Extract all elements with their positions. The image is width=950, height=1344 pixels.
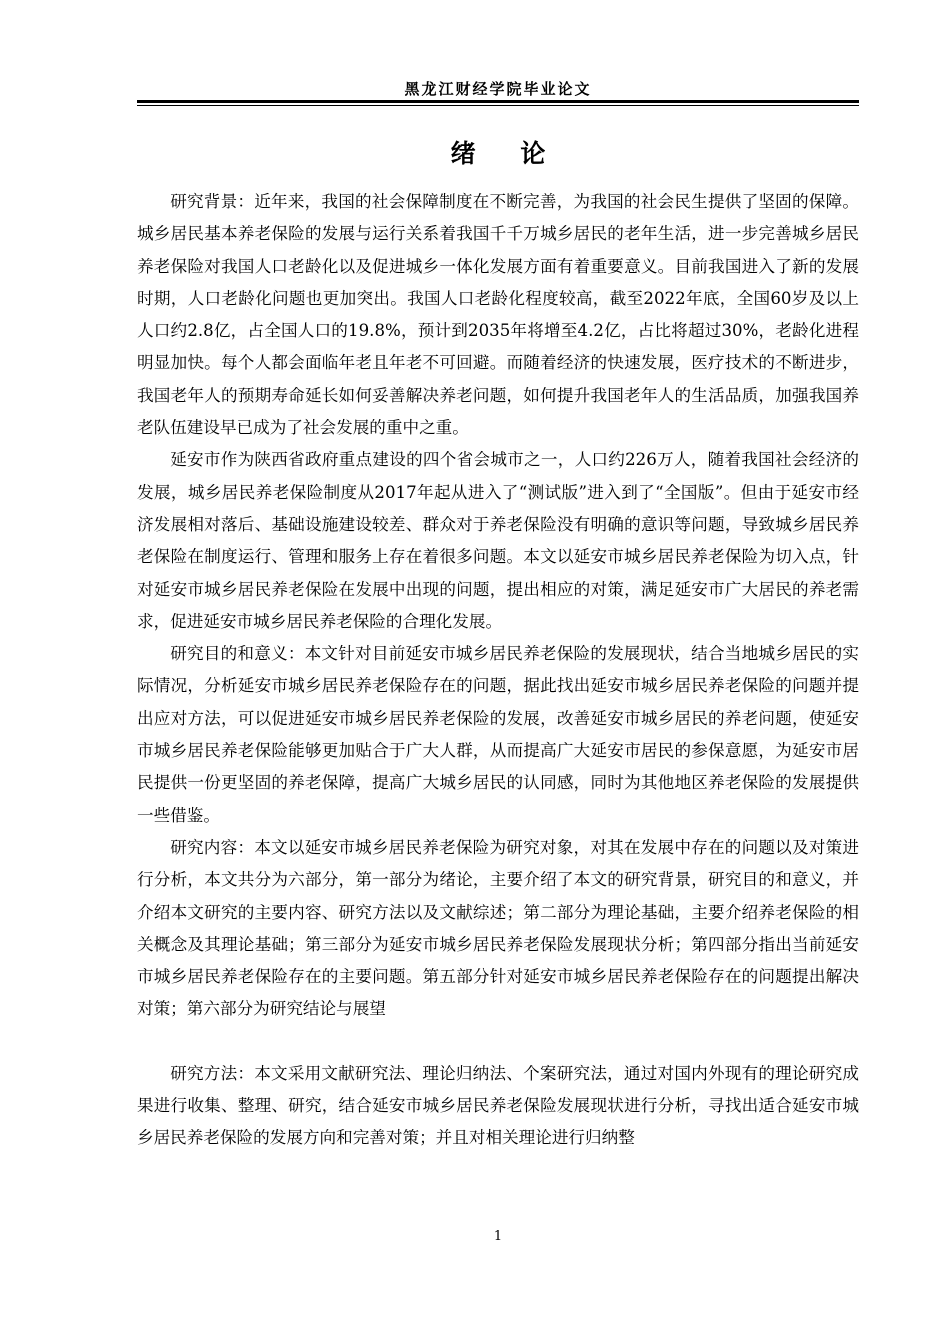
body-text [137,186,859,1155]
paragraph-background: 研究背景：近年来，我国的社会保障制度在不断完善，为我国的社会民生提供了坚固的保障。城乡居民基本养老保险的发展与运行关系着我国千千万城乡居民的老年生活，进一步完善城乡居民养老保险对我国人口老龄化以及促进城乡一体化发展方面有着重要意义。目前我国进入了新的发展时期，人口老龄化问题也更加突出。我国人口老龄化程度较高，截至2022年底，全国60岁及以上人口约2.8亿，占全国人口的19.8%，预计到2035年将增至4.2亿，占比将超过30%，老龄化进程明显加快。每个人都会面临年老且年老不可回避。而随着经济的快速发展，医疗技术的不断进步，我国老年人的预期寿命延长如何妥善解决养老问题，如何提升我国老年人的生活品质，加强我国养老队伍建设早已成为了社会发展的重中之重。 [137,192,859,438]
chapter-title: 绪 论 [450,139,546,168]
page-number: 1 [493,1229,503,1244]
paragraph-methods: 研究方法：本文采用文献研究法、理论归纳法、个案研究法，通过对国内外现有的理论研究成果进行收集、整理、研究，结合延安市城乡居民养老保险发展现状进行分析，寻找出适合延安市城乡居民养老保险的发展方向和完善对策；并且对相关理论进行归纳整 [137,1063,859,1148]
header-rule-thick [137,100,859,103]
page-header-title: 黑龙江财经学院毕业论文 [404,80,592,98]
header-rule-thin [137,105,859,106]
paragraph-yanan: 延安市作为陕西省政府重点建设的四个省会城市之一，人口约226万人，随着我国社会经济的发展，城乡居民养老保险制度从2017年起从进入了“测试版”进入到了“全国版”。但由于延安市经济发展相对落后、基础设施建设较差、群众对于养老保险没有明确的意识等问题，导致城乡居民养老保险在制度运行、管理和服务上存在着很多问题。本文以延安市城乡居民养老保险为切入点，针对延安市城乡居民养老保险在发展中出现的问题，提出相应的对策，满足延安市广大居民的养老需求，促进延安市城乡居民养老保险的合理化发展。 [137,450,859,631]
paragraph-content: 研究内容：本文以延安市城乡居民养老保险为研究对象，对其在发展中存在的问题以及对策进行分析，本文共分为六部分，第一部分为绪论，主要介绍了本文的研究背景，研究目的和意义，并介绍本文研究的主要内容、研究方法以及文献综述；第二部分为理论基础，主要介绍养老保险的相关概念及其理论基础；第三部分为延安市城乡居民养老保险发展现状分析；第四部分指出当前延安市城乡居民养老保险存在的主要问题。第五部分针对延安市城乡居民养老保险存在的问题提出解决对策；第六部分为研究结论与展望 [137,837,859,1019]
paragraph-purpose: 研究目的和意义：本文针对目前延安市城乡居民养老保险的发展现状，结合当地城乡居民的实际情况，分析延安市城乡居民养老保险存在的问题，据此找出延安市城乡居民养老保险的问题并提出应对方法，可以促进延安市城乡居民养老保险的发展，改善延安市城乡居民的养老问题，使延安市城乡居民养老保险能够更加贴合于广大人群，从而提高广大延安市居民的参保意愿，为延安市居民提供一份更坚固的养老保障，提高广大城乡居民的认同感，同时为其他地区养老保险的发展提供一些借鉴。 [137,644,859,825]
